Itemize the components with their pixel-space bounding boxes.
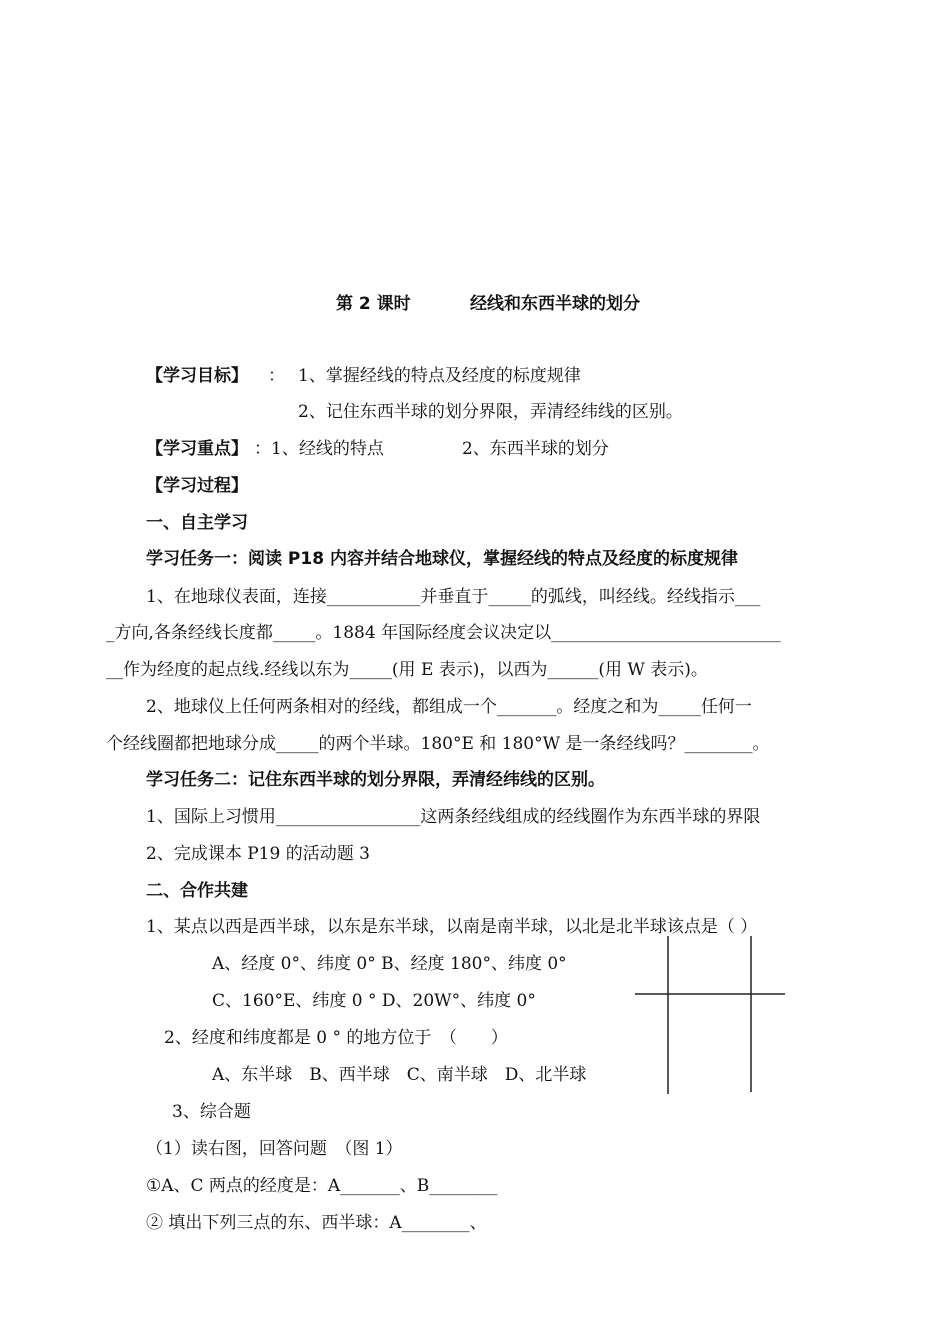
keypoint-item-2: 2、东西半球的划分	[462, 439, 609, 459]
task1-heading: 学习任务一：阅读 P18 内容并结合地球仪，掌握经线的特点及经度的标度规律	[146, 549, 738, 569]
objective-item-1: 1、掌握经线的特点及经度的标度规律	[298, 366, 581, 386]
objectives-separator: ：	[268, 366, 285, 386]
coop-q1: 1、某点以西是西半球，以东是东半球，以南是南半球，以北是北半球该点是（ ）	[146, 917, 758, 937]
coop-q1-options-ab: A、经度 0°、纬度 0° B、经度 180°、纬度 0°	[212, 954, 567, 974]
task1-q2-line1: 2、地球仪上任何两条相对的经线，都组成一个_______。经度之和为_____任何一	[146, 697, 752, 717]
coop-q2: 2、经度和纬度都是 0 ° 的地方位于 （ ）	[164, 1028, 508, 1048]
section2-heading: 二、合作共建	[146, 881, 248, 901]
task2-q2: 2、完成课本 P19 的活动题 3	[146, 844, 370, 864]
objectives-label: 【学习目标】	[146, 366, 248, 386]
lesson-number: 第 2 课时	[336, 294, 411, 314]
coop-q3-1-b: ② 填出下列三点的东、西半球：A________、	[146, 1213, 487, 1233]
section1-heading: 一、自主学习	[146, 513, 248, 533]
task1-q2-line2: 个经线圈都把地球分成_____的两个半球。180°E 和 180°W 是一条经线吗？________。	[106, 734, 770, 754]
coop-q3: 3、综合题	[172, 1102, 251, 1122]
lesson-topic: 经线和东西半球的划分	[470, 294, 640, 314]
coop-q3-1: （1）读右图，回答问题 （图 1）	[146, 1139, 403, 1159]
figure-1-grid	[630, 936, 790, 1096]
coop-q2-options: A、东半球 B、西半球 C、南半球 D、北半球	[212, 1065, 587, 1085]
keypoint-item-1: ：1、经线的特点	[254, 439, 384, 459]
coop-q1-options-cd: C、160°E、纬度 0 ° D、20W°、纬度 0°	[212, 991, 536, 1011]
coop-q3-1-a: ①A、C 两点的经度是：A_______、B________	[146, 1176, 498, 1196]
task2-q1: 1、国际上习惯用_________________这两条经线组成的经线圈作为东西半球的界限	[146, 807, 761, 827]
task1-q1-line2: _方向,各条经线长度都_____。1884 年国际经度会议决定以___________________________	[106, 623, 781, 643]
task2-heading: 学习任务二：记住东西半球的划分界限，弄清经纬线的区别。	[146, 770, 605, 790]
process-label: 【学习过程】	[146, 476, 248, 496]
keypoints-label: 【学习重点】	[146, 439, 248, 459]
task1-q1-line3: __作为经度的起点线.经线以东为_____(用 E 表示)，以西为______(用 W 表示)。	[106, 660, 708, 680]
task1-q1-line1: 1、在地球仪表面，连接___________并垂直于_____的弧线，叫经线。经线指示___	[146, 587, 761, 607]
objective-item-2: 2、记住东西半球的划分界限，弄清经纬线的区别。	[298, 402, 683, 422]
